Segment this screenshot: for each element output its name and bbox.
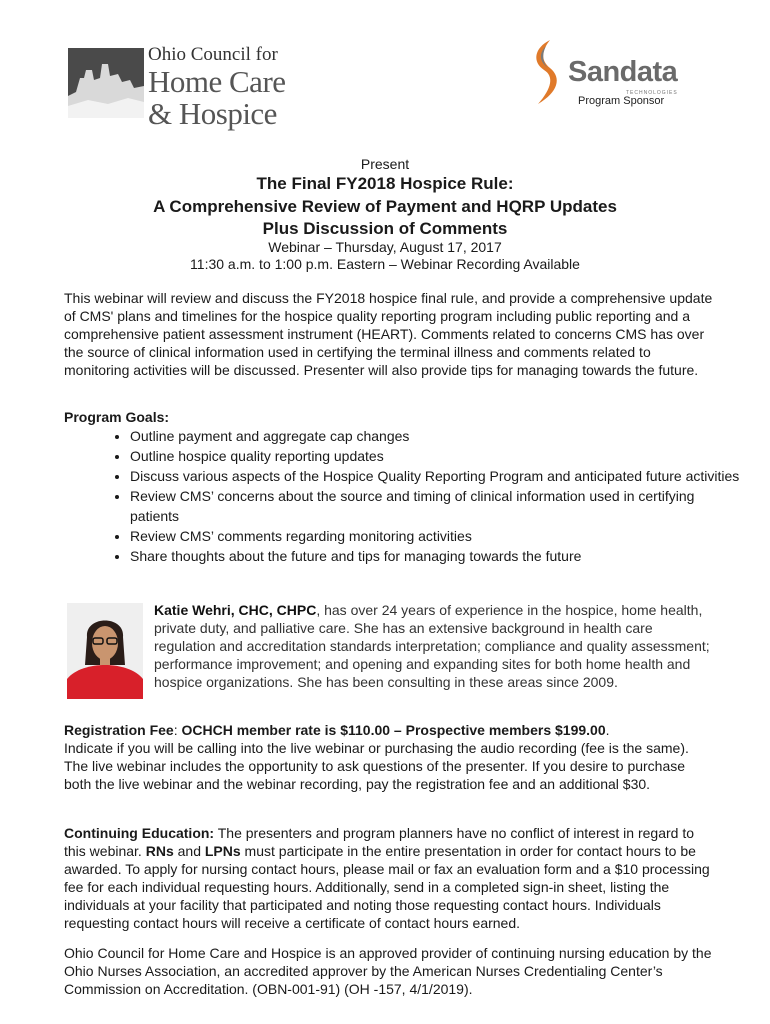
goal-item: • Outline payment and aggregate cap changes xyxy=(130,426,740,446)
program-sponsor-label: Program Sponsor xyxy=(578,95,665,107)
goal-item: • Outline hospice quality reporting updates xyxy=(130,446,740,466)
ce-rns: RNs xyxy=(145,843,174,859)
registration-end: . xyxy=(605,722,610,738)
title-line-3: Plus Discussion of Comments xyxy=(262,219,508,238)
presenter-photo xyxy=(67,603,143,699)
intro-paragraph: This webinar will review and discuss the FY2018 hospice final rule, and provide a comprehensive update of CMS' plans and timelines for the hospice quality reporting program including public reporting and a comprehensive patient assessment instrument (HEART). Comments related to concerns CMS has over the source of clinical information used in certifying the terminal illness and comments related to monitoring activities will be discussed. Presenter will also provide tips for managing towards the future. xyxy=(64,290,713,378)
presenter-bio-text: , has over 24 years of experience in the hospice, home health, private duty, and palliative care. She has an extensive background in health care regulation and accreditation standards interpretation; compliance and quality assessment; performance improvement; and opening and expanding sites for both home health and hospice organizations. She has been consulting in these areas since 2009. xyxy=(154,602,710,690)
logo-line-3: & Hospice xyxy=(148,96,277,131)
webinar-date: Webinar – Thursday, August 17, 2017 xyxy=(268,239,502,255)
goal-item: • Review CMS’ concerns about the source and timing of clinical information used in certifying patients xyxy=(130,486,740,526)
sandata-name: Sandata xyxy=(568,56,678,88)
title-line-1: The Final FY2018 Hospice Rule: xyxy=(256,174,514,193)
continuing-education-section xyxy=(64,824,714,932)
ce-label: Continuing Education: xyxy=(64,825,215,841)
registration-sep: : xyxy=(173,722,182,738)
goal-item: • Discuss various aspects of the Hospice Quality Reporting Program and anticipated future activities xyxy=(130,466,740,486)
program-goals-heading: Program Goals: xyxy=(64,409,170,425)
ce-and: and xyxy=(173,843,205,859)
registration-body: Indicate if you will be calling into the live webinar or purchasing the audio recording (fee is the same). The live webinar includes the opportunity to ask questions of the presenter. If you desire to purchase both the live webinar and the webinar recording, pay the registration fee and an additional $30. xyxy=(64,740,689,792)
registration-label: Registration Fee xyxy=(64,722,174,738)
goal-item: • Share thoughts about the future and tips for managing towards the future xyxy=(130,546,740,566)
city-skyline-icon xyxy=(68,48,144,118)
person-icon xyxy=(67,603,143,699)
sandata-subtext: TECHNOLOGIES xyxy=(626,90,678,96)
registration-rates: OCHCH member rate is $110.00 – Prospective members $199.00 xyxy=(181,722,606,738)
ce-lpns: LPNs xyxy=(204,843,241,859)
accreditation-paragraph: Ohio Council for Home Care and Hospice is an approved provider of continuing nursing education by the Ohio Nurses Association, an accredited approver by the American Nurses Credentialing Center’s Commission on Accreditation. (OBN-001-91) (OH -157, 4/1/2019). xyxy=(64,945,712,997)
logo-line-2: Home Care xyxy=(148,64,286,99)
swirl-icon xyxy=(528,38,564,108)
webinar-time: 11:30 a.m. to 1:00 p.m. Eastern – Webinar Recording Available xyxy=(190,256,580,272)
ohio-council-logo xyxy=(66,40,286,131)
program-goals-list xyxy=(106,426,740,566)
registration-section xyxy=(64,721,714,793)
logo-line-1: Ohio Council for xyxy=(148,44,278,65)
presenter-bio xyxy=(154,601,714,691)
ce-text-2: must participate in the entire presentation in order for contact hours to be awarded. To apply for nursing contact hours, please mail or fax an evaluation form and a $10 processing fee for each individual requesting hours. Additionally, send in a completed sign-in sheet, listing the individuals at your facility that participated and noting those requesting contact hours. Individuals requesting contact hours will receive a certificate of contact hours earned. xyxy=(64,843,710,931)
present-label: Present xyxy=(360,156,410,172)
title-line-2: A Comprehensive Review of Payment and HQRP Updates xyxy=(153,197,617,216)
presenter-name: Katie Wehri, CHC, CHPC xyxy=(154,602,317,618)
goal-item: • Review CMS’ comments regarding monitoring activities xyxy=(130,526,740,546)
ce-text-1: The presenters and program planners have no conflict of interest in regard to this webinar. xyxy=(64,825,694,859)
